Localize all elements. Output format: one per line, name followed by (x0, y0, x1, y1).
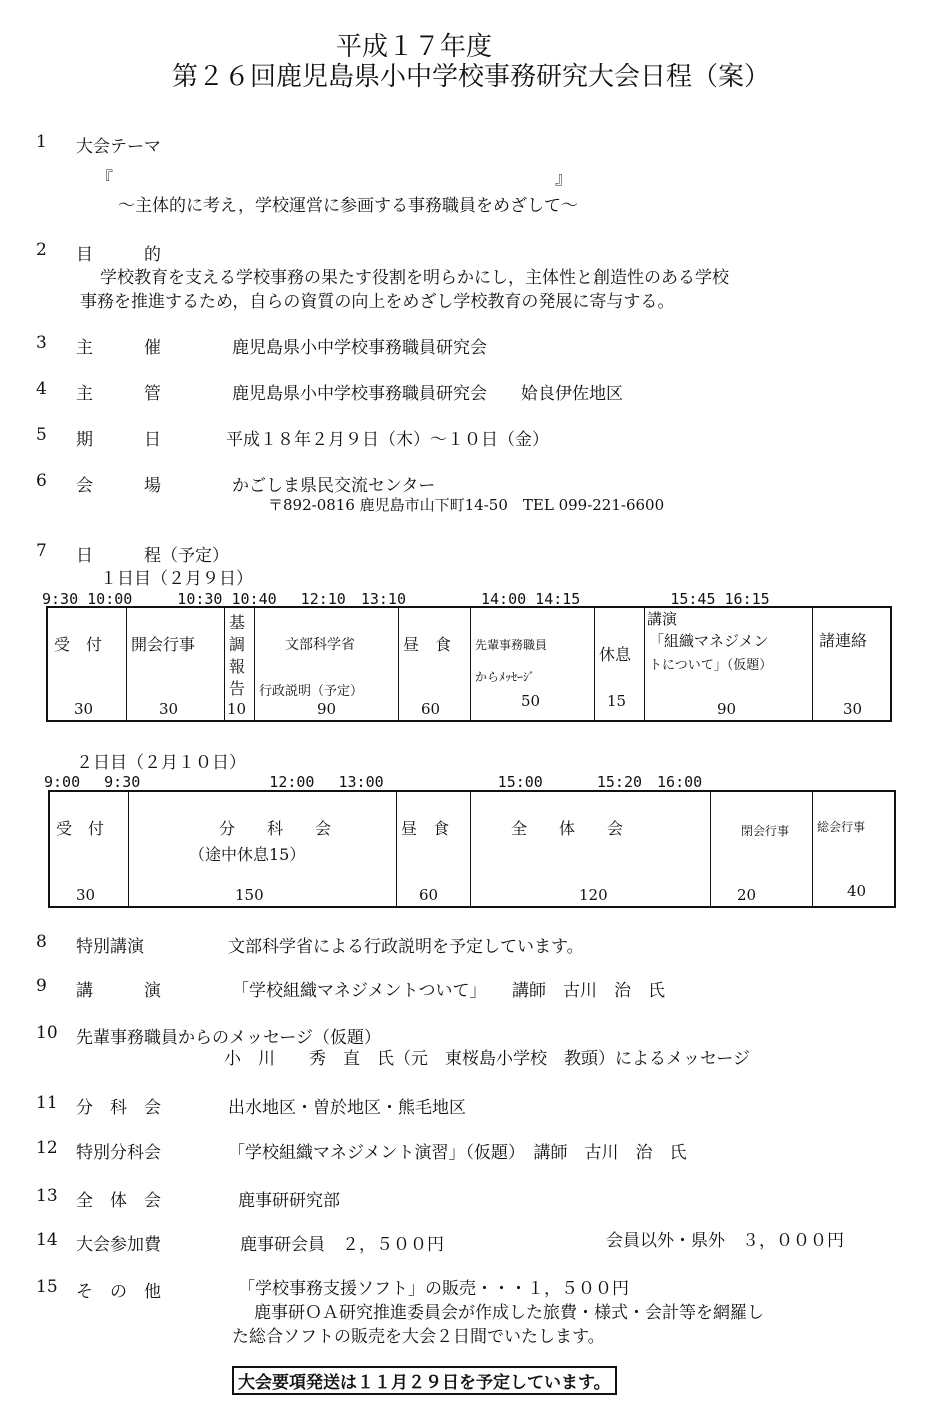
cell-minutes: 150 (235, 886, 264, 904)
cell-minutes: 60 (421, 700, 441, 718)
day2-heading: ２日目（２月１０日） (76, 753, 246, 773)
cell-minutes: 10 (227, 700, 247, 718)
day1-cell-lecture (644, 608, 812, 720)
item-1-label: 大会テーマ (76, 137, 161, 157)
item-13-value: 鹿事研研究部 (238, 1191, 340, 1211)
day2-schedule-table (48, 790, 896, 908)
cell-label: 開会行事 (131, 635, 196, 654)
item-4-value: 鹿児島県小中学校事務職員研究会 姶良伊佐地区 (232, 384, 623, 404)
item-14-label: 大会参加費 (76, 1235, 161, 1255)
day1-cell-ministry (254, 608, 398, 720)
day1-cell-announcements (812, 608, 890, 720)
cell-label: 昼 食 (401, 819, 450, 838)
cell-minutes: 90 (317, 700, 337, 718)
item-9-value: 「学校組織マネジメントついて」 講師 古川 治 氏 (232, 981, 665, 1001)
cell-minutes: 120 (579, 886, 608, 904)
footer-notice: 大会要項発送は１１月２９日を予定しています。 (232, 1366, 617, 1395)
day2-cell-lunch (396, 792, 470, 906)
day1-cell-senior-message (470, 608, 594, 720)
item-13-no: 13 (36, 1186, 58, 1206)
day1-cell-keynote (224, 608, 254, 720)
day2-cell-reception (50, 792, 128, 906)
cell-minutes: 40 (847, 882, 867, 900)
cell-minutes: 30 (843, 700, 863, 718)
day1-heading: １日目（２月９日） (100, 569, 253, 589)
item-6-no: 6 (36, 471, 47, 491)
item-6-value: かごしま県民交流センター (232, 476, 436, 496)
item-3-no: 3 (36, 333, 47, 353)
item-11-no: 11 (36, 1093, 58, 1113)
cell-label: 受 付 (56, 819, 105, 838)
item-11-label: 分 科 会 (76, 1098, 161, 1118)
item-8-value: 文部科学省による行政説明を予定しています。 (228, 937, 584, 957)
cell-label: 全 体 会 (511, 819, 624, 838)
cell-minutes: 20 (737, 886, 757, 904)
cell-minutes: 30 (74, 700, 94, 718)
cell-label2: 行政説明（予定） (259, 684, 364, 699)
title-line1: 平成１７年度 (336, 32, 493, 62)
item-3-label: 主 催 (76, 338, 161, 358)
item-15-text-2: た総合ソフトの販売を大会２日間でいたします。 (232, 1327, 605, 1347)
item-14-value2: 会員以外・県外 ３，０００円 (606, 1231, 844, 1251)
cell-minutes: 30 (76, 886, 96, 904)
item-4-no: 4 (36, 379, 47, 399)
day2-cell-subcommittee (128, 792, 396, 906)
venue-address: 〒892-0816 鹿児島市山下町14-50 TEL 099-221-6600 (268, 496, 665, 514)
item-5-value: 平成１８年２月９日（木）～１０日（金） (226, 430, 549, 450)
cell-minutes: 50 (521, 692, 541, 710)
cell-label: 文部科学省 (285, 637, 355, 653)
item-15-text-1: 鹿事研ＯＡ研究推進委員会が作成した旅費・様式・会計等を網羅し (254, 1303, 764, 1323)
item-13-label: 全 体 会 (76, 1191, 161, 1211)
item-8-label: 特別講演 (76, 937, 144, 957)
cell-minutes: 15 (607, 692, 627, 710)
item-7-no: 7 (36, 541, 47, 561)
cell-label: 休息 (599, 645, 632, 664)
cell-minutes: 30 (159, 700, 179, 718)
cell-label: 閉会行事 (741, 824, 790, 838)
day1-times: 9:30 10:00 10:30 10:40 12:10 13:10 14:00 14:15 15:45 16:15 (42, 590, 770, 608)
cell-label: 受 付 (54, 635, 103, 654)
title-line2: 第２６回鹿児島県小中学校事務研究大会日程（案） (172, 62, 771, 92)
item-3-value: 鹿児島県小中学校事務職員研究会 (232, 338, 487, 358)
item-14-value: 鹿事研会員 ２，５００円 (240, 1235, 444, 1255)
cell-label: 総会行事 (817, 820, 866, 834)
day1-cell-reception (48, 608, 126, 720)
theme-brackets: 『 』 (96, 169, 572, 189)
purpose-text-1: 学校教育を支える学校事務の果たす役割を明らかにし，主体性と創造性のある学校 (100, 268, 729, 288)
item-10-label: 先輩事務職員からのメッセージ（仮題） (76, 1028, 381, 1048)
item-8-no: 8 (36, 932, 47, 952)
day2-cell-general-meeting (812, 792, 894, 906)
item-2-no: 2 (36, 240, 47, 260)
item-15-value: 「学校事務支援ソフト」の販売・・・１，５００円 (238, 1279, 629, 1299)
cell-label3: トについて」（仮題） (649, 658, 773, 673)
cell-label: 基調報告 (229, 613, 246, 698)
item-14-no: 14 (36, 1230, 58, 1250)
cell-label: 講演 (647, 610, 678, 628)
item-12-label: 特別分科会 (76, 1143, 161, 1163)
item-9-no: 9 (36, 976, 47, 996)
cell-label: 分 科 会 (219, 819, 332, 838)
cell-label2: からﾒｯｾｰｼﾞ (475, 670, 536, 684)
day1-schedule-table (46, 606, 892, 722)
day1-cell-opening (126, 608, 224, 720)
item-6-label: 会 場 (76, 476, 161, 496)
cell-label2: （途中休息15） (189, 845, 306, 864)
item-15-label: そ の 他 (76, 1282, 161, 1302)
item-5-no: 5 (36, 425, 47, 445)
item-2-label: 目 的 (76, 245, 161, 265)
cell-label: 先輩事務職員 (475, 638, 548, 652)
item-11-value: 出水地区・曽於地区・熊毛地区 (228, 1098, 466, 1118)
cell-label: 諸連絡 (819, 631, 868, 650)
item-5-label: 期 日 (76, 430, 161, 450)
day1-cell-lunch (398, 608, 470, 720)
item-12-value: 「学校組織マネジメント演習」（仮題） 講師 古川 治 氏 (228, 1143, 687, 1163)
cell-label: 昼 食 (403, 635, 452, 654)
day2-cell-plenary (470, 792, 710, 906)
day2-cell-closing (710, 792, 812, 906)
cell-minutes: 90 (717, 700, 737, 718)
item-15-no: 15 (36, 1277, 58, 1297)
theme-subtitle: ～主体的に考え，学校運営に参画する事務職員をめざして～ (118, 196, 579, 216)
cell-minutes: 60 (419, 886, 439, 904)
item-4-label: 主 管 (76, 384, 161, 404)
item-10-value: 小 川 秀 直 氏（元 東桜島小学校 教頭）によるメッセージ (224, 1049, 750, 1069)
item-10-no: 10 (36, 1023, 58, 1043)
day2-times: 9:00 9:30 12:00 13:00 15:00 15:20 16:00 (44, 773, 703, 791)
day1-cell-break (594, 608, 644, 720)
item-7-label: 日 程（予定） (76, 546, 229, 566)
item-1-no: 1 (36, 132, 47, 152)
item-9-label: 講 演 (76, 981, 161, 1001)
purpose-text-2: 事務を推進するため，自らの資質の向上をめざし学校教育の発展に寄与する。 (80, 292, 675, 312)
item-12-no: 12 (36, 1138, 58, 1158)
cell-label2: 「組織マネジメン (649, 632, 769, 650)
